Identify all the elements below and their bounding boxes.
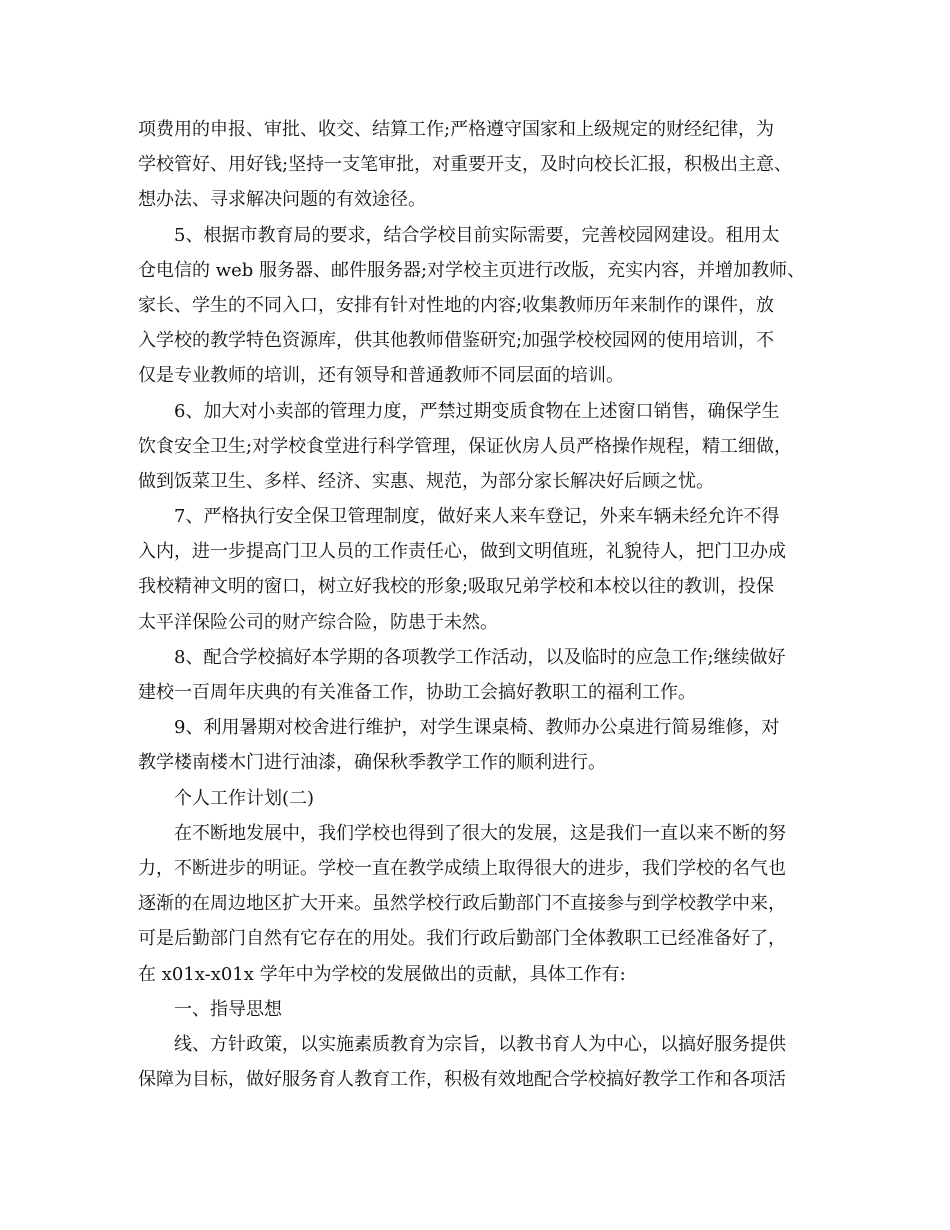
document-line: 一、指导思想 (174, 998, 282, 1020)
document-line: 家长、学生的不同入口，安排有针对性地的内容;收集教师历年来制作的课件，放 (138, 294, 775, 316)
document-line: 9、利用暑期对校舍进行维护，对学生课桌椅、教师办公桌进行简易维修，对 (174, 717, 780, 739)
document-line: 在 x01x-x01x 学年中为学校的发展做出的贡献，具体工作有: (138, 963, 626, 985)
document-body (138, 112, 828, 1097)
document-line: 入学校的教学特色资源库，供其他教师借鉴研究;加强学校校园网的使用培训，不 (138, 330, 775, 352)
document-line: 教学楼南楼木门进行油漆，确保秋季教学工作的顺利进行。 (138, 752, 606, 774)
document-line: 我校精神文明的窗口，树立好我校的形象;吸取兄弟学校和本校以往的教训，投保 (138, 576, 775, 598)
document-line: 8、配合学校搞好本学期的各项教学工作活动，以及临时的应急工作;继续做好 (174, 646, 786, 668)
document-line: 保障为目标，做好服务育人教育工作，积极有效地配合学校搞好教学工作和各项活 (138, 1069, 786, 1091)
document-line: 可是后勤部门自然有它存在的用处。我们行政后勤部门全体教职工已经准备好了， (138, 928, 786, 950)
document-line: 在不断地发展中，我们学校也得到了很大的发展，这是我们一直以来不断的努 (174, 822, 786, 844)
document-line: 线、方针政策，以实施素质教育为宗旨，以教书育人为中心，以搞好服务提供 (174, 1033, 786, 1055)
document-line: 饮食安全卫生;对学校食堂进行科学管理，保证伙房人员严格操作规程，精工细做， (138, 435, 793, 457)
document-line: 想办法、寻求解决问题的有效途径。 (138, 189, 426, 211)
document-line: 逐渐的在周边地区扩大开来。虽然学校行政后勤部门不直接参与到学校教学中来， (138, 893, 786, 915)
document-line: 入内，进一步提高门卫人员的工作责任心，做到文明值班，礼貌待人，把门卫办成 (138, 541, 786, 563)
document-line: 力，不断进步的明证。学校一直在教学成绩上取得很大的进步，我们学校的名气也 (138, 857, 786, 879)
document-line: 太平洋保险公司的财产综合险，防患于未然。 (138, 611, 498, 633)
document-line: 7、严格执行安全保卫管理制度，做好来人来车登记，外来车辆未经允许不得 (174, 506, 780, 528)
document-line: 学校管好、用好钱;坚持一支笔审批，对重要开支，及时向校长汇报，积极出主意、 (138, 154, 793, 176)
document-line: 5、根据市教育局的要求，结合学校目前实际需要，完善校园网建设。租用太 (174, 224, 780, 246)
document-line: 个人工作计划(二) (174, 787, 315, 809)
document-line: 项费用的申报、审批、收交、结算工作;严格遵守国家和上级规定的财经纪律，为 (138, 119, 775, 140)
document-line: 建校一百周年庆典的有关准备工作，协助工会搞好教职工的福利工作。 (138, 682, 696, 703)
document-line: 6、加大对小卖部的管理力度，严禁过期变质食物在上述窗口销售，确保学生 (174, 400, 780, 422)
document-line: 仓电信的 web 服务器、邮件服务器;对学校主页进行改版，充实内容，并增加教师、 (138, 259, 806, 281)
document-line: 做到饭菜卫生、多样、经济、实惠、规范，为部分家长解决好后顾之忧。 (138, 470, 714, 492)
document-line: 仅是专业教师的培训，还有领导和普通教师不同层面的培训。 (138, 365, 624, 387)
